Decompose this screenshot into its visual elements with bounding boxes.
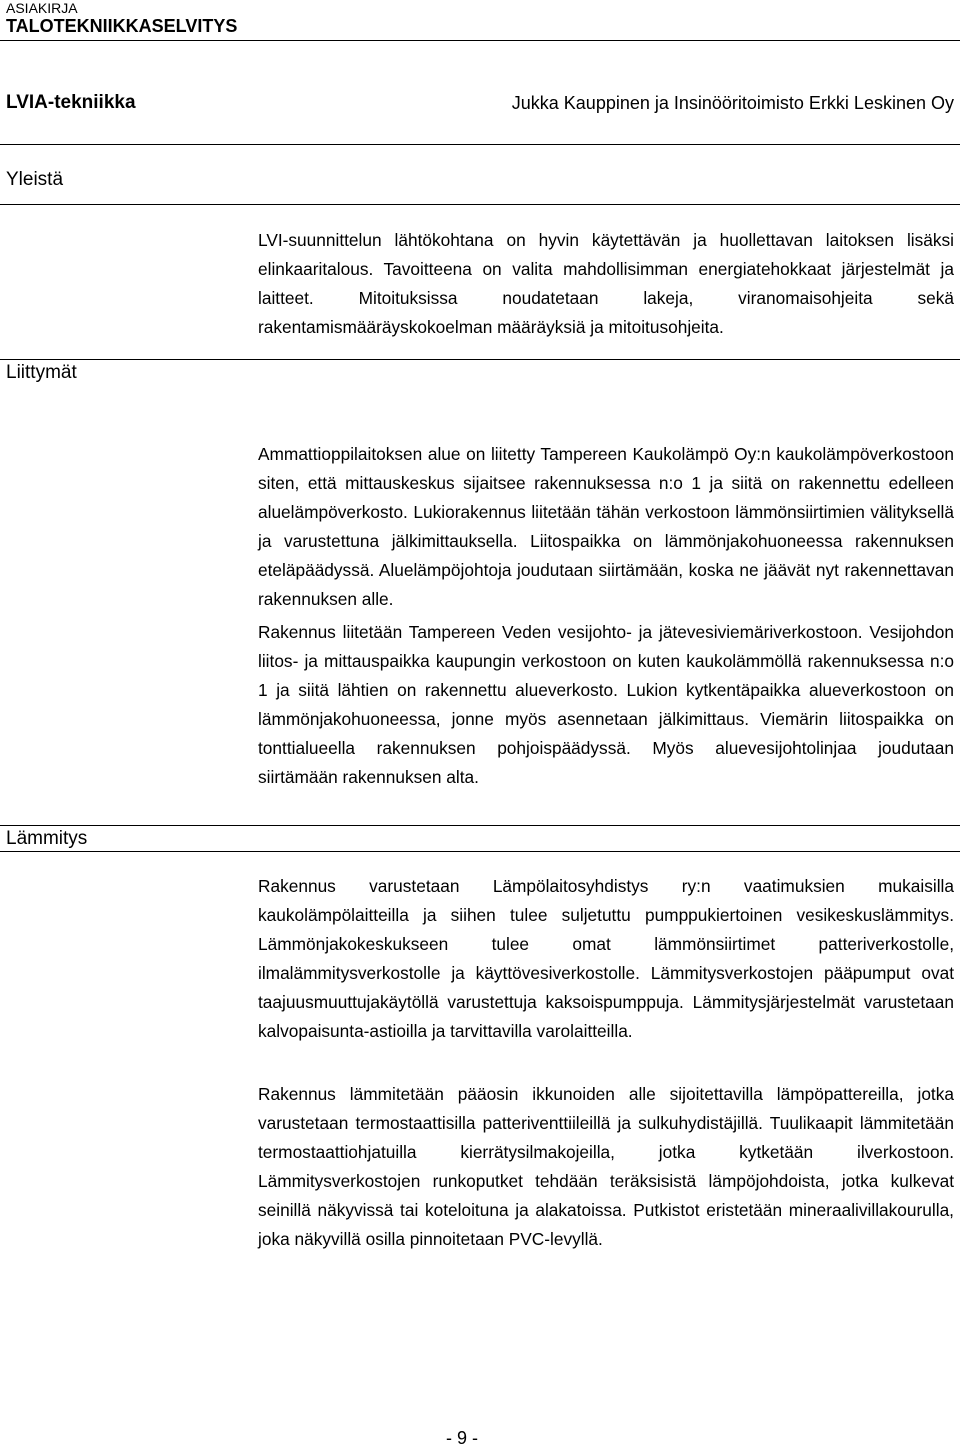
header-divider [0,40,960,41]
section-divider [0,204,960,205]
section-divider [0,359,960,360]
liittymat-paragraph-2: Rakennus liitetään Tampereen Veden vesijohto- ja jätevesiviemäriverkostoon. Vesijohdon liitos- ja mittauspaikka kaupungin verkostoon on kuten kaukolämmöllä rakennuksessa n:o 1 ja siitä lähtien on rakennettu alueverkosto. Lukion kytkentäpaikka alueverkostoon on lämmönjakohuoneessa, jonne myös asennetaan jälkimittaus. Viemärin liitospaikka on tonttialueella rakennuksen pohjoispäädyssä. Myös aluevesijohtolinjaa joudutaan siirtämään rakennuksen alta. [258,622,954,787]
heading-liittymat: Liittymät [6,362,77,383]
section-divider [0,144,960,145]
document-title: TALOTEKNIIKKASELVITYS [6,16,238,36]
section-title: LVIA-tekniikka [6,92,136,113]
heading-lammitys: Lämmitys [6,828,88,849]
section-divider [0,825,960,826]
liittymat-paragraph-1: Ammattioppilaitoksen alue on liitetty Tampereen Kaukolämpö Oy:n kaukolämpöverkostoon siten, että mittauskeskus sijaitsee rakennuksessa n:o 1 ja siitä on rakennettu edelleen aluelämpöverkosto. Lukiorakennus liitetään tähän verkostoon lämmönsiirtimien välityksellä ja varustettuna jälkimittauksella. Liitospaikka on lämmönjakohuoneessa rakennuksen eteläpäädyssä. Aluelämpöjohtoja joudutaan siirtämään, koska ne jäävät nyt rakennettavan rakennuksen alle. [258,444,954,609]
lammitys-paragraph-1: Rakennus varustetaan Lämpölaitosyhdistys ry:n vaatimuksien mukaisilla kaukolämpölaitteilla ja siihen tulee suljetuttu pumppukiertoinen vesikeskuslämmitys. Lämmönjakokeskukseen tulee omat lämmönsiirtimet patteriverkostolle, ilmalämmitysverkostolle ja käyttövesiverkostolle. Lämmitysverkostojen pääpumput ovat taajuusmuuttujakäytöllä varustettuja kaksoispumppuja. Lämmitysjärjestelmät varustetaan kalvopaisunta-astioilla ja tarvittavilla varolaitteilla. [258,876,954,1041]
section-divider [0,851,960,852]
document-type-label: ASIAKIRJA [6,0,78,16]
yleista-paragraph: LVI-suunnittelun lähtökohtana on hyvin käytettävän ja huollettavan laitoksen lisäksi elinkaaritalous. Tavoitteena on valita mahdollisimman energiatehokkaat järjestelmät ja laitteet. Mitoituksissa noudatetaan lakeja, viranomaisohjeita sekä rakentamismääräyskokoelman määräyksiä ja mitoitusohjeita. [258,230,954,337]
page-number: - 9 - [445,1428,478,1448]
lammitys-paragraph-2: Rakennus lämmitetään pääosin ikkunoiden alle sijoitettavilla lämpöpattereilla, jotka varustetaan termostaattisilla patteriventtiileillä ja sulkuhydistäjillä. Tuulikaapit lämmitetään termostaattiohjatuilla kierrätysilmakojeilla, jotka kytketään ilverkostoon. Lämmitysverkostojen runkoputket tehdään teräksisistä lämpöjohdoista, jotka kulkevat seinillä näkyvissä tai koteloituna ja alakatoissa. Putkistot eristetään mineraalivillakourulla, joka näkyvillä osilla pinnoitetaan PVC-levyllä. [258,1084,954,1249]
authors-line: Jukka Kauppinen ja Insinööritoimisto Erkki Leskinen Oy [511,93,954,113]
heading-yleista: Yleistä [6,169,64,190]
